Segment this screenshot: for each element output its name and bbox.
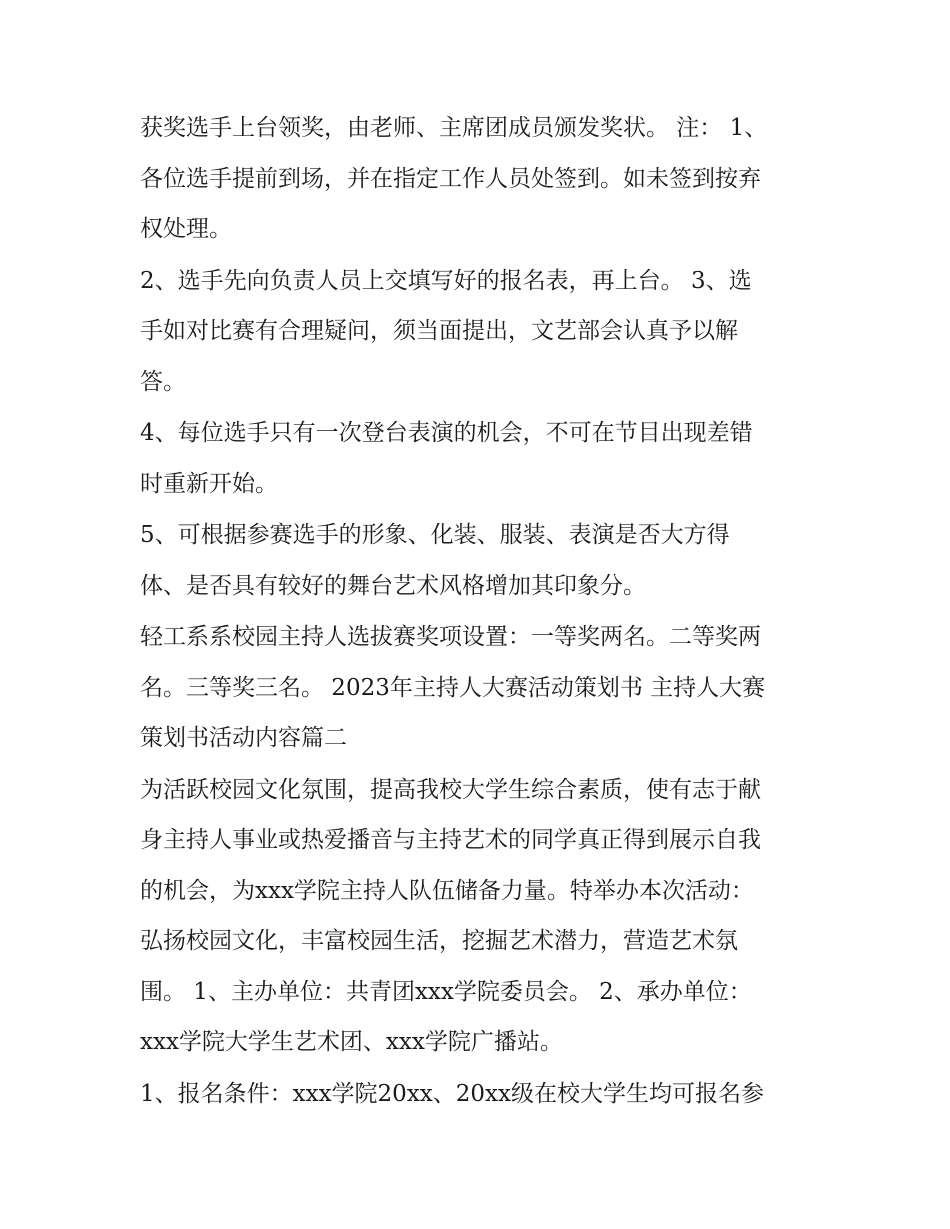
text-line: 轻工系系校园主持人选拔赛奖项设置：一等奖两名。二等奖两 [140, 624, 761, 650]
text-line: 2、选手先向负责人员上交填写好的报名表，再上台。 3、选 [140, 267, 752, 294]
paragraph-note-2-3 [140, 256, 820, 408]
paragraph-activity-purpose [140, 765, 820, 1068]
text-line: 权处理。 [140, 216, 232, 242]
text-line: 手如对比赛有合理疑问，须当面提出，文艺部会认真予以解 [140, 318, 738, 344]
paragraph-note-4 [140, 408, 820, 509]
text-line: 名。三等奖三名。 2023年主持人大赛活动策划书 主持人大赛 [140, 674, 766, 701]
text-line: 5、可根据参赛选手的形象、化装、服装、表演是否大方得 [140, 522, 730, 548]
paragraph-registration [140, 1069, 820, 1120]
text-line: 弘扬校园文化，丰富校园生活，挖掘艺术潜力，营造艺术氛 [140, 928, 738, 954]
text-line: 为活跃校园文化氛围，提高我校大学生综合素质，使有志于献 [140, 776, 761, 803]
document-page [140, 103, 820, 1120]
text-line: 的机会，为xxx学院主持人队伍储备力量。特举办本次活动： [140, 877, 754, 904]
text-line: 4、每位选手只有一次登台表演的机会，不可在节目出现差错 [140, 420, 753, 446]
text-line: 体、是否具有较好的舞台艺术风格增加其印象分。 [140, 572, 646, 599]
paragraph-award-ceremony [140, 103, 820, 255]
text-line: 身主持人事业或热爱播音与主持艺术的同学真正得到展示自我 [140, 827, 761, 853]
paragraph-awards-setup [140, 612, 820, 764]
text-line: 各位选手提前到场，并在指定工作人员处签到。如未签到按弃 [140, 165, 761, 192]
paragraph-note-5 [140, 510, 820, 611]
text-line: 时重新开始。 [140, 470, 278, 497]
text-line: 答。 [140, 368, 186, 395]
text-line: 1、报名条件：xxx学院20xx、20xx级在校大学生均可报名参 [140, 1080, 764, 1107]
text-line: 获奖选手上台领奖，由老师、主席团成员颁发奖状。 注： 1、 [140, 115, 768, 141]
text-line: 围。 1、主办单位：共青团xxx学院委员会。 2、承办单位： [140, 978, 752, 1005]
text-line: xxx学院大学生艺术团、xxx学院广播站。 [140, 1029, 563, 1055]
text-line: 策划书活动内容篇二 [140, 725, 347, 751]
